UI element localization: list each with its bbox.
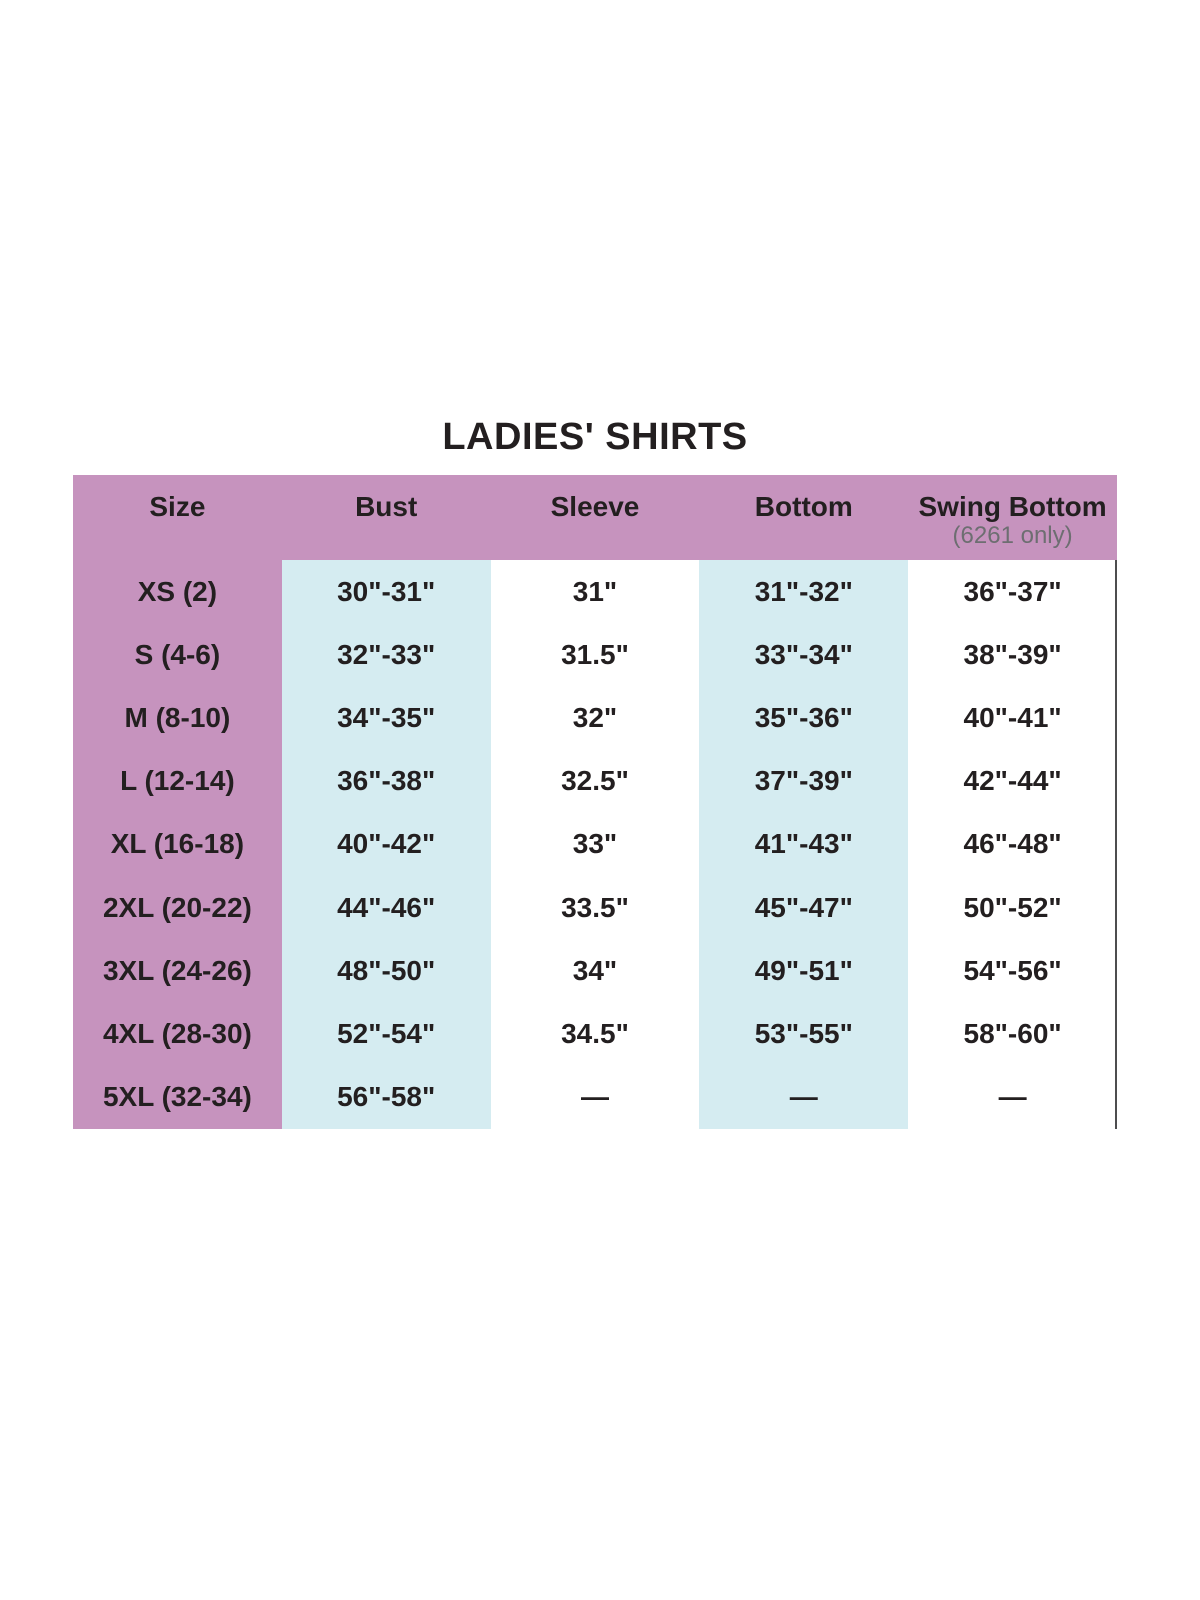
size-cell: S (4-6)	[73, 623, 282, 686]
value-cell: 31.5"	[561, 638, 629, 670]
value-cell: 46"-48"	[963, 828, 1062, 860]
value-cell: —	[998, 1081, 1027, 1113]
size-chart-table	[73, 475, 1117, 1129]
value-cell: 56"-58"	[282, 1066, 491, 1129]
value-cell: 31"-32"	[699, 560, 908, 623]
value-cell: 58"-60"	[963, 1017, 1062, 1049]
value-cell: 52"-54"	[282, 1002, 491, 1065]
value-cell: 40"-42"	[282, 813, 491, 876]
table-row	[73, 876, 1117, 939]
value-cell: 42"-44"	[963, 765, 1062, 797]
value-cell: 36"-37"	[963, 575, 1062, 607]
value-cell: —	[699, 1066, 908, 1129]
column-header-label: Sleeve	[550, 491, 640, 522]
value-cell: 34"	[572, 954, 618, 986]
table-body	[73, 560, 1117, 1129]
value-cell: —	[580, 1081, 609, 1113]
column-header-label: Swing Bottom	[918, 491, 1107, 522]
value-cell: 54"-56"	[963, 954, 1062, 986]
value-cell: 32"-33"	[282, 623, 491, 686]
table-row	[73, 1066, 1117, 1129]
table-header-row	[73, 475, 1117, 560]
table-row	[73, 750, 1117, 813]
value-cell: 53"-55"	[699, 1002, 908, 1065]
column-header-bottom	[699, 475, 908, 560]
column-header-bust	[282, 475, 491, 560]
value-cell: 41"-43"	[699, 813, 908, 876]
column-header-swing-bottom	[908, 475, 1117, 560]
page-title: LADIES' SHIRTS	[442, 416, 748, 458]
size-cell: M (8-10)	[73, 686, 282, 749]
size-cell: 5XL (32-34)	[73, 1066, 282, 1129]
column-header-sublabel: (6261 only)	[952, 522, 1073, 549]
column-header-sleeve	[491, 475, 700, 560]
value-cell: 33"-34"	[699, 623, 908, 686]
column-header-label: Bottom	[754, 491, 853, 522]
value-cell: 50"-52"	[963, 891, 1062, 923]
table-row	[73, 939, 1117, 1002]
table-row	[73, 686, 1117, 749]
value-cell: 33"	[572, 828, 618, 860]
column-header-label: Size	[149, 491, 206, 522]
value-cell: 45"-47"	[699, 876, 908, 939]
value-cell: 33.5"	[561, 891, 629, 923]
size-cell: 3XL (24-26)	[73, 939, 282, 1002]
value-cell: 31"	[572, 575, 618, 607]
table-row	[73, 813, 1117, 876]
table-row	[73, 560, 1117, 623]
value-cell: 30"-31"	[282, 560, 491, 623]
value-cell: 37"-39"	[699, 750, 908, 813]
value-cell: 34"-35"	[282, 686, 491, 749]
value-cell: 38"-39"	[963, 638, 1062, 670]
table-right-border	[1115, 560, 1117, 1129]
size-cell: 2XL (20-22)	[73, 876, 282, 939]
value-cell: 49"-51"	[699, 939, 908, 1002]
value-cell: 44"-46"	[282, 876, 491, 939]
value-cell: 32.5"	[561, 765, 629, 797]
size-cell: XL (16-18)	[73, 813, 282, 876]
table-row	[73, 1002, 1117, 1065]
column-header-label: Bust	[355, 491, 418, 522]
value-cell: 48"-50"	[282, 939, 491, 1002]
column-header-size	[73, 475, 282, 560]
value-cell: 34.5"	[561, 1017, 629, 1049]
value-cell: 36"-38"	[282, 750, 491, 813]
size-cell: L (12-14)	[73, 750, 282, 813]
size-cell: XS (2)	[73, 560, 282, 623]
table-row	[73, 623, 1117, 686]
value-cell: 40"-41"	[963, 701, 1062, 733]
value-cell: 32"	[572, 701, 618, 733]
size-cell: 4XL (28-30)	[73, 1002, 282, 1065]
value-cell: 35"-36"	[699, 686, 908, 749]
